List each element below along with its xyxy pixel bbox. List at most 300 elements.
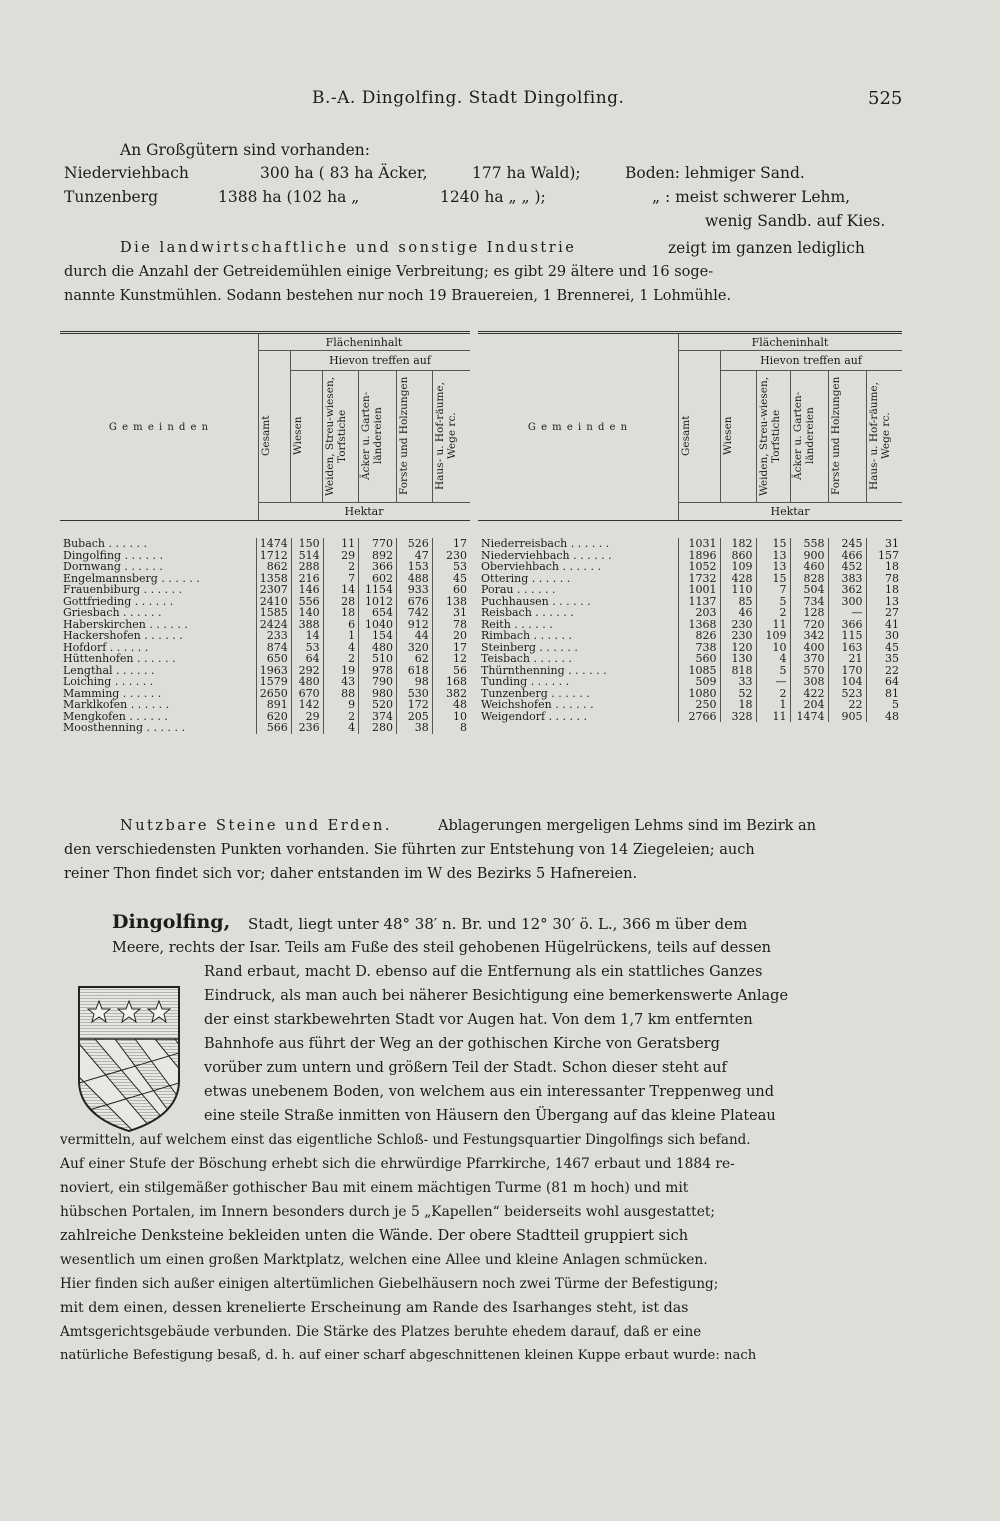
municipality-name: Moosthenning . . . . . .: [63, 721, 185, 734]
area-value: 2: [756, 688, 790, 700]
area-value: 230: [432, 550, 470, 562]
area-value: 570: [790, 665, 828, 677]
area-value: 504: [790, 584, 828, 596]
area-value: 526: [397, 538, 433, 550]
table-row: [478, 607, 902, 619]
area-value: 146: [291, 584, 323, 596]
stones-line: reiner Thon findet sich vor; daher entstanden im W des Bezirks 5 Hafnereien.: [64, 866, 638, 882]
municipality-name: Weichshofen . . . . . .: [481, 698, 594, 711]
table-row: [60, 584, 470, 596]
area-value: 62: [397, 653, 433, 665]
stones-line: Ablagerungen mergeligen Lehms sind im Bezirk an: [438, 818, 817, 834]
area-header: Flächeninhalt: [751, 336, 829, 349]
area-value: 4: [323, 642, 359, 654]
area-value: 10: [432, 711, 470, 723]
area-value: 428: [720, 573, 756, 585]
col-meadows: Wiesen: [722, 416, 734, 456]
col-total: Gesamt: [260, 415, 272, 457]
area-value: 2424: [256, 619, 291, 631]
body-line: noviert, ein stilgemäßer gothischer Bau mit einem mächtigen Turme (81 m hoch) und mit: [60, 1180, 689, 1196]
area-value: 203: [678, 607, 720, 619]
municipality-name: Reisbach . . . . . .: [481, 606, 574, 619]
area-value: 933: [397, 584, 433, 596]
area-value: 157: [866, 550, 902, 562]
municipality-name: Niederviehbach . . . . . .: [481, 548, 612, 562]
area-value: 64: [866, 676, 902, 688]
area-value: 8: [432, 722, 470, 734]
area-value: 1963: [256, 665, 291, 677]
area-value: 205: [397, 711, 433, 723]
area-value: 2: [323, 653, 359, 665]
area-value: 1358: [256, 573, 291, 585]
area-value: 1154: [359, 584, 397, 596]
municipality-name: Dingolfing . . . . . .: [63, 548, 164, 562]
estate-soil: „ : meist schwerer Lehm,: [652, 188, 851, 206]
estate-area: 300 ha ( 83 ha Äcker,: [260, 164, 428, 182]
table-body: [478, 538, 902, 722]
col-forests: Forste und Holzungen: [830, 376, 842, 496]
area-value: 4: [323, 722, 359, 734]
section-title: Dingolfing,: [112, 911, 231, 933]
municipality-name: Hüttenhofen . . . . . .: [63, 652, 176, 665]
area-value: 1474: [256, 538, 291, 550]
body-line: etwas unebenem Boden, von welchem aus ein interessanter Treppenweg und: [204, 1084, 775, 1100]
body-line: Eindruck, als man auch bei näherer Besichtigung eine bemerkenswerte Anlage: [204, 988, 789, 1004]
area-value: 342: [790, 630, 828, 642]
municipality-name: Tunzenberg . . . . . .: [481, 686, 590, 700]
page-number: 525: [868, 88, 903, 109]
col-forests: Forste und Holzungen: [398, 376, 410, 496]
table-row: [478, 699, 902, 711]
area-value: 1012: [359, 596, 397, 608]
table-row: [478, 538, 902, 550]
body-line: Hier finden sich außer einigen altertümlichen Giebelhäusern noch zwei Türme der Befestigung;: [60, 1276, 719, 1292]
area-value: 11: [756, 711, 790, 723]
area-value: 860: [720, 550, 756, 562]
area-value: 43: [323, 676, 359, 688]
table-row: [60, 538, 470, 550]
area-value: 233: [256, 630, 291, 642]
body-line: natürliche Befestigung besaß, d. h. auf einer scharf abgeschnittenen kleinen Kuppe erbaut wurde: nach: [60, 1348, 757, 1363]
area-value: 168: [432, 676, 470, 688]
area-value: 1031: [678, 538, 720, 550]
body-line: der einst starkbewehrten Stadt vor Augen hat. Von dem 1,7 km entfernten: [204, 1012, 753, 1028]
area-value: 45: [866, 642, 902, 654]
area-value: 510: [359, 653, 397, 665]
area-value: 47: [397, 550, 433, 562]
col-meadows: Wiesen: [292, 416, 304, 456]
municipality-name: Hofdorf . . . . . .: [63, 640, 149, 654]
body-line: hübschen Portalen, im Innern besonders durch je 5 „Kapellen“ beiderseits wohl ausgestattet;: [60, 1204, 716, 1220]
area-value: 236: [291, 722, 323, 734]
area-value: 13: [756, 561, 790, 573]
area-value: —: [756, 676, 790, 688]
table-row: [478, 676, 902, 688]
area-value: 654: [359, 607, 397, 619]
area-value: 1579: [256, 676, 291, 688]
area-value: 320: [397, 642, 433, 654]
table-row: [478, 630, 902, 642]
area-value: 15: [756, 573, 790, 585]
area-value: 328: [720, 711, 756, 723]
municipality-name: Rimbach . . . . . .: [481, 629, 573, 642]
municipality-name: Mamming . . . . . .: [63, 686, 162, 700]
area-value: 104: [828, 676, 866, 688]
municipality-name: Reith . . . . . .: [481, 617, 553, 631]
area-value: 874: [256, 642, 291, 654]
area-value: 182: [720, 538, 756, 550]
area-value: 912: [397, 619, 433, 631]
table-header: [478, 331, 902, 521]
area-value: 216: [291, 573, 323, 585]
area-value: 21: [828, 653, 866, 665]
unit-label: Hektar: [770, 505, 810, 518]
area-value: 460: [790, 561, 828, 573]
area-value: 288: [291, 561, 323, 573]
area-value: 11: [756, 619, 790, 631]
area-value: 742: [397, 607, 433, 619]
area-value: 7: [756, 584, 790, 596]
area-value: 110: [720, 584, 756, 596]
col-pastures: Weiden, Streu-wiesen, Torfstiche: [324, 376, 348, 496]
area-value: 22: [866, 665, 902, 677]
area-value: 53: [432, 561, 470, 573]
area-header: Flächeninhalt: [325, 336, 403, 349]
municipality-name: Steinberg . . . . . .: [481, 640, 578, 654]
table-row: [478, 653, 902, 665]
area-value: 52: [720, 688, 756, 700]
page-header: [0, 88, 1000, 118]
area-value: 115: [828, 630, 866, 642]
area-value: 33: [720, 676, 756, 688]
municipality-name: Marklkofen . . . . . .: [63, 698, 170, 711]
area-value: 676: [397, 596, 433, 608]
area-value: 734: [790, 596, 828, 608]
area-value: 56: [432, 665, 470, 677]
area-value: 556: [291, 596, 323, 608]
running-title: B.-A. Dingolfing. Stadt Dingolfing.: [312, 88, 625, 108]
area-value: 18: [720, 699, 756, 711]
area-value: 154: [359, 630, 397, 642]
area-value: 1896: [678, 550, 720, 562]
area-value: 1001: [678, 584, 720, 596]
area-value: 19: [323, 665, 359, 677]
area-value: 818: [720, 665, 756, 677]
area-value: 1040: [359, 619, 397, 631]
col-pastures: Weiden, Streu-wiesen, Torfstiche: [758, 376, 782, 496]
area-value: 905: [828, 711, 866, 723]
area-value: 892: [359, 550, 397, 562]
municipality-name: Ottering . . . . . .: [481, 571, 571, 585]
col-fields: Äcker u. Garten-ländereien: [792, 391, 816, 481]
table-row: [60, 653, 470, 665]
area-value: 13: [866, 596, 902, 608]
area-value: 5: [866, 699, 902, 711]
municipality-name: Tunding . . . . . .: [481, 675, 570, 688]
area-value: 618: [397, 665, 433, 677]
area-value: 1085: [678, 665, 720, 677]
area-value: 978: [359, 665, 397, 677]
coat-of-arms-image: [75, 983, 183, 1133]
area-value: 826: [678, 630, 720, 642]
area-value: 366: [359, 561, 397, 573]
area-value: 374: [359, 711, 397, 723]
area-value: 38: [397, 722, 433, 734]
area-value: 30: [866, 630, 902, 642]
body-line: Bahnhofe aus führt der Weg an der gothischen Kirche von Geratsberg: [204, 1036, 720, 1052]
area-value: 566: [256, 722, 291, 734]
area-value: 514: [291, 550, 323, 562]
area-value: 45: [432, 573, 470, 585]
area-value: 153: [397, 561, 433, 573]
table-row: [60, 722, 470, 734]
area-value: 109: [720, 561, 756, 573]
municipality-name: Haberskirchen . . . . . .: [63, 617, 188, 631]
area-value: 142: [291, 699, 323, 711]
area-value: 14: [323, 584, 359, 596]
area-value: 6: [323, 619, 359, 631]
body-line: Auf einer Stufe der Böschung erhebt sich die ehrwürdige Pfarrkirche, 1467 erbaut und 1884 re-: [60, 1156, 735, 1172]
body-line: mit dem einen, dessen krenelierte Erscheinung am Rande des Isarhanges steht, ist das: [60, 1300, 689, 1316]
municipality-name: Teisbach . . . . . .: [481, 652, 572, 665]
area-value: 2: [323, 561, 359, 573]
municipality-name: Oberviehbach . . . . . .: [481, 560, 601, 573]
area-value: 1052: [678, 561, 720, 573]
area-value: 308: [790, 676, 828, 688]
area-value: 18: [323, 607, 359, 619]
area-value: 2766: [678, 711, 720, 723]
area-value: 150: [291, 538, 323, 550]
municipality-table-left: [60, 331, 470, 791]
area-value: 14: [291, 630, 323, 642]
area-value: 81: [866, 688, 902, 700]
area-value: 366: [828, 619, 866, 631]
area-value: 1: [323, 630, 359, 642]
industry-line: durch die Anzahl der Getreidemühlen einige Verbreitung; es gibt 29 ältere und 16 soge-: [64, 264, 714, 280]
stones-line: Nutzbare Steine und Erden.: [120, 818, 392, 834]
area-value: 11: [323, 538, 359, 550]
estate-area: 1388 ha (102 ha „: [218, 188, 360, 206]
area-value: 370: [790, 653, 828, 665]
table-row: [60, 699, 470, 711]
area-value: —: [828, 607, 866, 619]
area-value: 2650: [256, 688, 291, 700]
municipality-name: Loiching . . . . . .: [63, 675, 154, 688]
area-value: 13: [756, 550, 790, 562]
area-value: 7: [323, 573, 359, 585]
area-value: 18: [866, 584, 902, 596]
area-value: 2307: [256, 584, 291, 596]
municipalities-header: G e m e i n d e n: [527, 422, 629, 433]
body-line: vermitteln, auf welchem einst das eigentliche Schloß- und Festungsquartier Dingolfings sich befand.: [60, 1132, 751, 1148]
area-value: 862: [256, 561, 291, 573]
estate-name: Tunzenberg: [64, 188, 159, 206]
area-value: 18: [866, 561, 902, 573]
table-body: [60, 538, 470, 734]
area-value: 78: [432, 619, 470, 631]
body-line: zahlreiche Denksteine bekleiden unten die Wände. Der obere Stadtteil gruppiert sich: [60, 1228, 689, 1244]
body-line: wesentlich um einen großen Marktplatz, welchen eine Allee und kleine Anlagen schmücken.: [60, 1252, 708, 1268]
area-value: 15: [756, 538, 790, 550]
area-value: 300: [828, 596, 866, 608]
area-value: 509: [678, 676, 720, 688]
area-value: 738: [678, 642, 720, 654]
area-value: 163: [828, 642, 866, 654]
area-value: 128: [790, 607, 828, 619]
area-value: 41: [866, 619, 902, 631]
area-value: 2410: [256, 596, 291, 608]
col-total: Gesamt: [680, 415, 692, 457]
municipality-name: Weigendorf . . . . . .: [481, 709, 588, 723]
area-value: 85: [720, 596, 756, 608]
area-value: 44: [397, 630, 433, 642]
area-value: 46: [720, 607, 756, 619]
area-value: 2: [323, 711, 359, 723]
area-value: 28: [323, 596, 359, 608]
area-value: 9: [323, 699, 359, 711]
area-value: 452: [828, 561, 866, 573]
area-value: 64: [291, 653, 323, 665]
area-value: 29: [323, 550, 359, 562]
area-value: 1137: [678, 596, 720, 608]
area-value: 1585: [256, 607, 291, 619]
municipality-table-right: [478, 331, 902, 791]
area-value: 138: [432, 596, 470, 608]
area-value: 2: [756, 607, 790, 619]
area-value: 466: [828, 550, 866, 562]
col-fields: Äcker u. Garten-ländereien: [360, 391, 384, 481]
table-row: [478, 711, 902, 723]
body-line: Amtsgerichtsgebäude verbunden. Die Stärke des Platzes beruhte ehedem darauf, daß er eine: [60, 1324, 702, 1340]
body-line: Meere, rechts der Isar. Teils am Fuße des steil gehobenen Hügelrückens, teils auf dessen: [112, 940, 771, 956]
table-row: [478, 561, 902, 573]
col-yards: Haus- u. Hof-räume, Wege rc.: [868, 382, 892, 490]
area-value: 891: [256, 699, 291, 711]
area-value: 5: [756, 596, 790, 608]
industry-line: Die landwirtschaftliche und sonstige Industrie: [120, 240, 577, 256]
area-value: 17: [432, 642, 470, 654]
share-header: Hievon treffen auf: [760, 354, 862, 367]
table-row: [478, 584, 902, 596]
area-value: 250: [678, 699, 720, 711]
municipality-name: Griesbach . . . . . .: [63, 606, 162, 619]
area-value: 140: [291, 607, 323, 619]
area-value: 530: [397, 688, 433, 700]
area-value: 828: [790, 573, 828, 585]
area-value: 383: [828, 573, 866, 585]
share-header: Hievon treffen auf: [329, 354, 431, 367]
area-value: 109: [756, 630, 790, 642]
municipality-name: Bubach . . . . . .: [63, 537, 147, 550]
area-value: 1080: [678, 688, 720, 700]
area-value: 78: [866, 573, 902, 585]
area-value: 382: [432, 688, 470, 700]
municipality-name: Lengthal . . . . . .: [63, 663, 155, 677]
area-value: 650: [256, 653, 291, 665]
unit-label: Hektar: [344, 505, 384, 518]
municipalities-header: G e m e i n d e n: [108, 422, 210, 433]
estate-soil-continued: wenig Sandb. auf Kies.: [705, 212, 886, 230]
area-value: 770: [359, 538, 397, 550]
area-value: 120: [720, 642, 756, 654]
col-yards: Haus- u. Hof-räume, Wege rc.: [434, 382, 458, 490]
area-value: 31: [866, 538, 902, 550]
area-value: 558: [790, 538, 828, 550]
area-value: 230: [720, 619, 756, 631]
area-value: 31: [432, 607, 470, 619]
municipality-name: Engelmannsberg . . . . . .: [63, 571, 200, 585]
area-value: 480: [291, 676, 323, 688]
area-value: 20: [432, 630, 470, 642]
estate-wood: 1240 ha „ „ );: [440, 188, 546, 206]
area-value: 48: [866, 711, 902, 723]
area-value: 12: [432, 653, 470, 665]
area-value: 362: [828, 584, 866, 596]
area-value: 48: [432, 699, 470, 711]
industry-line: nannte Kunstmühlen. Sodann bestehen nur noch 19 Brauereien, 1 Brennerei, 1 Lohmühle.: [64, 288, 732, 304]
area-value: 1: [756, 699, 790, 711]
table-row: [60, 676, 470, 688]
area-value: 60: [432, 584, 470, 596]
area-value: 480: [359, 642, 397, 654]
area-value: 10: [756, 642, 790, 654]
area-value: 5: [756, 665, 790, 677]
stones-line: den verschiedensten Punkten vorhanden. Sie führten zur Entstehung von 14 Ziegeleien; auch: [64, 842, 755, 858]
area-value: 130: [720, 653, 756, 665]
table-row: [60, 561, 470, 573]
area-value: 4: [756, 653, 790, 665]
estate-name: Niederviehbach: [64, 164, 189, 182]
area-value: 720: [790, 619, 828, 631]
area-value: 790: [359, 676, 397, 688]
municipality-name: Porau . . . . . .: [481, 583, 556, 596]
area-value: 520: [359, 699, 397, 711]
area-value: 280: [359, 722, 397, 734]
municipality-name: Thürnthenning . . . . . .: [481, 663, 607, 677]
municipality-name: Puchhausen . . . . . .: [481, 594, 591, 608]
industry-line: zeigt im ganzen lediglich: [668, 239, 865, 257]
area-value: 35: [866, 653, 902, 665]
municipality-name: Hackershofen . . . . . .: [63, 629, 183, 642]
municipality-name: Dornwang . . . . . .: [63, 560, 163, 573]
area-value: 88: [323, 688, 359, 700]
area-value: 1368: [678, 619, 720, 631]
body-line: vorüber zum untern und größern Teil der Stadt. Schon dieser steht auf: [204, 1060, 727, 1076]
area-value: 1732: [678, 573, 720, 585]
area-value: 245: [828, 538, 866, 550]
area-value: 1712: [256, 550, 291, 562]
body-line: Stadt, liegt unter 48° 38′ n. Br. und 12° 30′ ö. L., 366 m über dem: [248, 915, 748, 933]
municipality-name: Mengkofen . . . . . .: [63, 709, 168, 723]
estate-soil: Boden: lehmiger Sand.: [625, 164, 805, 182]
area-value: 560: [678, 653, 720, 665]
area-value: 230: [720, 630, 756, 642]
area-value: 670: [291, 688, 323, 700]
area-value: 29: [291, 711, 323, 723]
body-line: Rand erbaut, macht D. ebenso auf die Entfernung als ein stattliches Ganzes: [204, 964, 763, 980]
area-value: 22: [828, 699, 866, 711]
area-value: 204: [790, 699, 828, 711]
area-value: 292: [291, 665, 323, 677]
area-value: 1474: [790, 711, 828, 723]
area-value: 170: [828, 665, 866, 677]
area-value: 980: [359, 688, 397, 700]
area-value: 172: [397, 699, 433, 711]
area-value: 400: [790, 642, 828, 654]
area-value: 17: [432, 538, 470, 550]
municipality-name: Frauenbiburg . . . . . .: [63, 583, 183, 596]
table-row: [60, 607, 470, 619]
